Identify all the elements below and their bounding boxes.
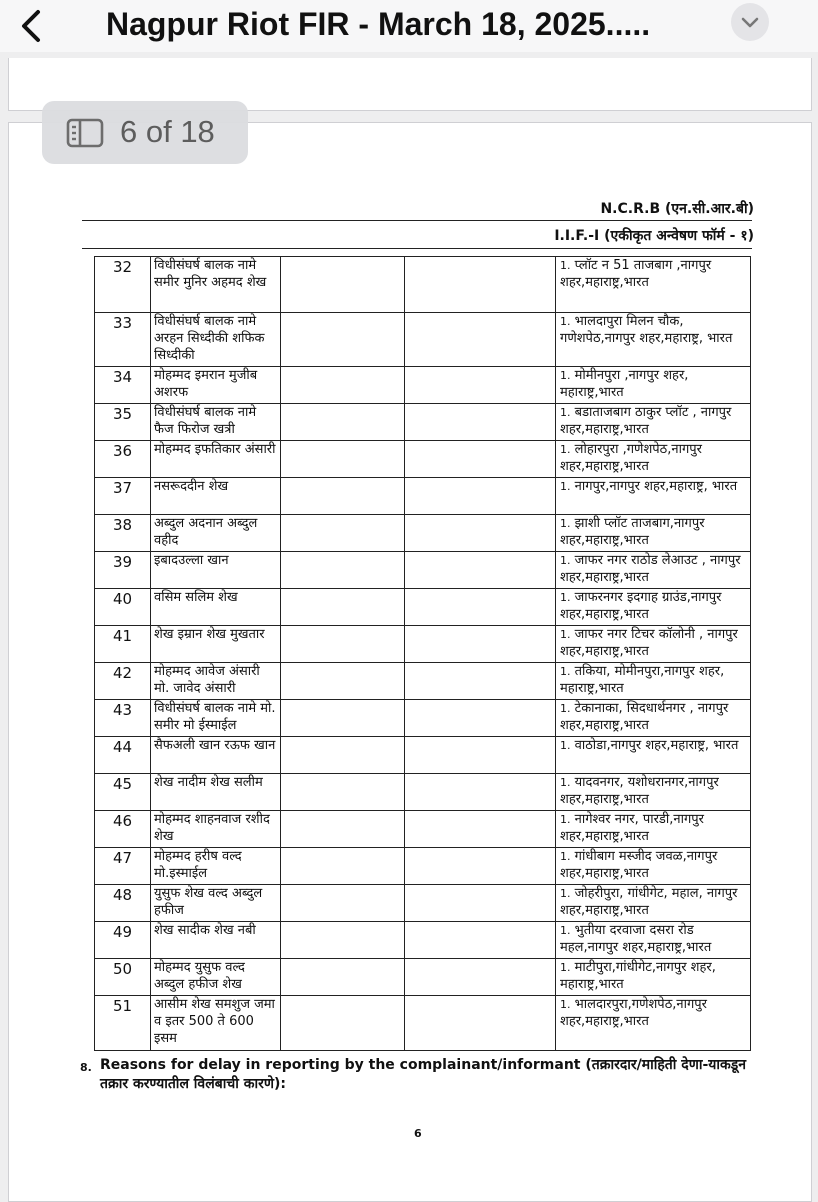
address-text: नागेश्वर नगर, पारडी,नागपुर शहर,महाराष्ट्र,भारत (560, 812, 704, 844)
empty-cell (405, 589, 556, 626)
serial-number-cell: 50 (95, 959, 151, 996)
address-index: 1. (560, 517, 571, 530)
form-header-ncrb: N.C.R.B (एन.सी.आर.बी) (600, 201, 754, 217)
address-cell (556, 848, 751, 885)
address-index: 1. (560, 887, 571, 900)
address-text: प्लॉट न 51 ताजबाग ,नागपुर शहर,महाराष्ट्र,भारत (560, 258, 712, 290)
address-text: यादवनगर, यशोधरानगर,नागपुर शहर,महाराष्ट्र,भारत (560, 775, 719, 807)
address-text: नागपुर,नागपुर शहर,महाराष्ट्र, भारत (574, 479, 738, 494)
address-index: 1. (560, 998, 571, 1011)
accused-name-cell: मोहम्मद इमरान मुजीब अशरफ (151, 367, 281, 404)
serial-number-cell: 32 (95, 257, 151, 313)
table-row (95, 663, 751, 700)
serial-number-cell: 41 (95, 626, 151, 663)
empty-cell (281, 478, 405, 515)
empty-cell (281, 404, 405, 441)
empty-cell (405, 774, 556, 811)
empty-cell (281, 922, 405, 959)
empty-cell (405, 367, 556, 404)
empty-cell (281, 441, 405, 478)
accused-name-cell: शेख सादीक शेख नबी (151, 922, 281, 959)
accused-name-cell: विधीसंघर्ष बालक नामे फैज फिरोज खत्री (151, 404, 281, 441)
serial-number-cell: 39 (95, 552, 151, 589)
serial-number-cell: 45 (95, 774, 151, 811)
title-menu-button[interactable] (731, 3, 769, 41)
empty-cell (405, 885, 556, 922)
serial-number-cell: 46 (95, 811, 151, 848)
serial-number-cell: 42 (95, 663, 151, 700)
address-cell (556, 367, 751, 404)
table-row (95, 774, 751, 811)
table-row (95, 996, 751, 1051)
page-number: 6 (414, 1127, 422, 1140)
serial-number-cell: 36 (95, 441, 151, 478)
serial-number-cell: 34 (95, 367, 151, 404)
accused-name-cell: आसीम शेख समशुज जमा व इतर 500 ते 600 इसम (151, 996, 281, 1051)
address-text: जाफर नगर टिचर कॉलोनी , नागपुर शहर,महाराष्ट्र,भारत (560, 627, 738, 659)
accused-name-cell: युसुफ शेख वल्द अब्दुल हफीज (151, 885, 281, 922)
serial-number-cell: 33 (95, 313, 151, 367)
accused-name-cell: इबादउल्ला खान (151, 552, 281, 589)
address-cell (556, 552, 751, 589)
address-text: तकिया, मोमीनपुरा,नागपुर शहर, महाराष्ट्र,भारत (560, 664, 725, 696)
accused-name-cell: मोहम्मद हरीष वल्द मो.इस्माईल (151, 848, 281, 885)
address-index: 1. (560, 406, 571, 419)
serial-number-cell: 44 (95, 737, 151, 774)
empty-cell (405, 478, 556, 515)
address-cell (556, 996, 751, 1051)
address-text: बडाताजबाग ठाकुर प्लॉट , नागपुर शहर,महाराष्ट्र,भारत (560, 405, 732, 437)
empty-cell (405, 257, 556, 313)
empty-cell (405, 959, 556, 996)
accused-name-cell: विधीसंघर्ष बालक नामे समीर मुनिर अहमद शेख (151, 257, 281, 313)
serial-number-cell: 49 (95, 922, 151, 959)
address-index: 1. (560, 443, 571, 456)
table-row (95, 441, 751, 478)
table-row (95, 737, 751, 774)
address-text: भालदारपुरा,गणेशपेठ,नागपुर शहर,महाराष्ट्र,भारत (560, 997, 707, 1029)
empty-cell (405, 848, 556, 885)
top-nav-bar (0, 0, 818, 52)
address-text: टेकानाका, सिदधार्थनगर , नागपुर शहर,महाराष्ट्र,भारत (560, 701, 729, 733)
table-row (95, 811, 751, 848)
back-button[interactable] (14, 6, 54, 46)
empty-cell (281, 811, 405, 848)
table-row (95, 885, 751, 922)
accused-name-cell: विधीसंघर्ष बालक नामे अरहन सिध्दीकी शफिक सिध्दीकी (151, 313, 281, 367)
address-index: 1. (560, 850, 571, 863)
section-8 (80, 1056, 760, 1094)
empty-cell (281, 885, 405, 922)
accused-name-cell: नसरूददीन शेख (151, 478, 281, 515)
document-title: Nagpur Riot FIR - March 18, 2025..... (106, 6, 651, 42)
serial-number-cell: 51 (95, 996, 151, 1051)
accused-name-cell: सैफअली खान रऊफ खान (151, 737, 281, 774)
address-cell (556, 404, 751, 441)
empty-cell (281, 959, 405, 996)
empty-cell (281, 515, 405, 552)
empty-cell (281, 996, 405, 1051)
address-cell (556, 700, 751, 737)
address-text: भुतीया दरवाजा दसरा रोड महल,नागपुर शहर,महाराष्ट्र,भारत (560, 923, 712, 955)
address-text: झाशी प्लॉट ताजबाग,नागपुर शहर,महाराष्ट्र,भारत (560, 516, 705, 548)
empty-cell (405, 404, 556, 441)
address-cell (556, 922, 751, 959)
table-row (95, 848, 751, 885)
address-text: जाफर नगर राठोड लेआउट , नागपुर शहर,महाराष्ट्र,भारत (560, 553, 741, 585)
empty-cell (281, 552, 405, 589)
address-cell (556, 811, 751, 848)
serial-number-cell: 37 (95, 478, 151, 515)
address-index: 1. (560, 924, 571, 937)
empty-cell (405, 996, 556, 1051)
address-text: वाठोडा,नागपुर शहर,महाराष्ट्र, भारत (574, 738, 739, 753)
address-cell (556, 313, 751, 367)
address-index: 1. (560, 369, 571, 382)
table-row (95, 478, 751, 515)
address-index: 1. (560, 480, 571, 493)
accused-name-cell: शेख नादीम शेख सलीम (151, 774, 281, 811)
chevron-left-icon (14, 6, 54, 46)
address-index: 1. (560, 554, 571, 567)
address-cell (556, 478, 751, 515)
chevron-down-icon (731, 3, 769, 41)
empty-cell (405, 700, 556, 737)
empty-cell (405, 313, 556, 367)
serial-number-cell: 47 (95, 848, 151, 885)
address-index: 1. (560, 259, 571, 272)
address-cell (556, 441, 751, 478)
address-text: गांधीबाग मस्जीद जवळ,नागपुर शहर,महाराष्ट्र,भारत (560, 849, 718, 881)
address-cell (556, 774, 751, 811)
empty-cell (281, 313, 405, 367)
address-cell (556, 589, 751, 626)
address-cell (556, 257, 751, 313)
empty-cell (405, 441, 556, 478)
serial-number-cell: 48 (95, 885, 151, 922)
serial-number-cell: 35 (95, 404, 151, 441)
page-indicator[interactable] (42, 101, 248, 164)
address-index: 1. (560, 591, 571, 604)
address-cell (556, 626, 751, 663)
accused-name-cell: मोहम्मद शाहनवाज रशीद शेख (151, 811, 281, 848)
section-number: 8. (80, 1061, 92, 1074)
empty-cell (405, 515, 556, 552)
accused-name-cell: वसिम सलिम शेख (151, 589, 281, 626)
accused-name-cell: शेख इम्रान शेख मुखतार (151, 626, 281, 663)
table-row (95, 922, 751, 959)
address-text: लोहारपुरा ,गणेशपेठ,नागपुर शहर,महाराष्ट्र,भारत (560, 442, 702, 474)
address-text: मोमीनपुरा ,नागपुर शहर, महाराष्ट्र,भारत (560, 368, 689, 400)
address-index: 1. (560, 739, 571, 752)
address-cell (556, 663, 751, 700)
table-row (95, 313, 751, 367)
empty-cell (405, 811, 556, 848)
empty-cell (281, 589, 405, 626)
address-index: 1. (560, 813, 571, 826)
table-row (95, 700, 751, 737)
sidebar-pages-icon (66, 118, 106, 148)
address-index: 1. (560, 776, 571, 789)
table-row (95, 552, 751, 589)
table-row (95, 257, 751, 313)
empty-cell (405, 663, 556, 700)
table-row (95, 367, 751, 404)
table-row (95, 626, 751, 663)
table-row (95, 589, 751, 626)
empty-cell (405, 737, 556, 774)
address-text: भालदापुरा मिलन चौक, गणेशपेठ,नागपुर शहर,महाराष्ट्र, भारत (560, 314, 733, 346)
accused-name-cell: मोहम्मद युसुफ वल्द अब्दुल हफीज शेख (151, 959, 281, 996)
serial-number-cell: 43 (95, 700, 151, 737)
empty-cell (281, 848, 405, 885)
address-cell (556, 737, 751, 774)
address-text: जाफरनगर इदगाह ग्राउंड,नागपुर शहर,महाराष्ट्र,भारत (560, 590, 722, 622)
accused-name-cell: मोहम्मद आवेज अंसारी मो. जावेद अंसारी (151, 663, 281, 700)
address-cell (556, 959, 751, 996)
address-index: 1. (560, 961, 571, 974)
table-row (95, 959, 751, 996)
header-divider (82, 220, 752, 221)
accused-table (94, 256, 751, 1051)
section-8-text: Reasons for delay in reporting by the complainant/informant (तक्रारदार/माहिती देणा-याकडून तक्रार करण्यातील विलंबाची कारणे): (100, 1057, 747, 1092)
address-cell (556, 885, 751, 922)
empty-cell (281, 626, 405, 663)
accused-name-cell: विधीसंघर्ष बालक नामे मो. समीर मो ईस्माईल (151, 700, 281, 737)
address-text: जोहरीपुरा, गांधीगेट, महाल, नागपुर शहर,महाराष्ट्र,भारत (560, 886, 738, 918)
address-text: माटीपुरा,गांधीगेट,नागपुर शहर, महाराष्ट्र,भारत (560, 960, 716, 992)
empty-cell (405, 922, 556, 959)
address-index: 1. (560, 315, 571, 328)
table-row (95, 404, 751, 441)
empty-cell (281, 774, 405, 811)
header-divider (82, 248, 752, 249)
page-indicator-text: 6 of 18 (120, 114, 215, 149)
empty-cell (281, 257, 405, 313)
address-index: 1. (560, 665, 571, 678)
empty-cell (281, 367, 405, 404)
address-cell (556, 515, 751, 552)
address-index: 1. (560, 628, 571, 641)
serial-number-cell: 40 (95, 589, 151, 626)
table-row (95, 515, 751, 552)
form-header-iif: I.I.F.-I (एकीकृत अन्वेषण फॉर्म - १) (554, 228, 754, 244)
accused-name-cell: मोहम्मद इफतिकार अंसारी (151, 441, 281, 478)
serial-number-cell: 38 (95, 515, 151, 552)
address-index: 1. (560, 702, 571, 715)
empty-cell (405, 626, 556, 663)
empty-cell (405, 552, 556, 589)
accused-name-cell: अब्दुल अदनान अब्दुल वहीद (151, 515, 281, 552)
empty-cell (281, 700, 405, 737)
empty-cell (281, 663, 405, 700)
empty-cell (281, 737, 405, 774)
